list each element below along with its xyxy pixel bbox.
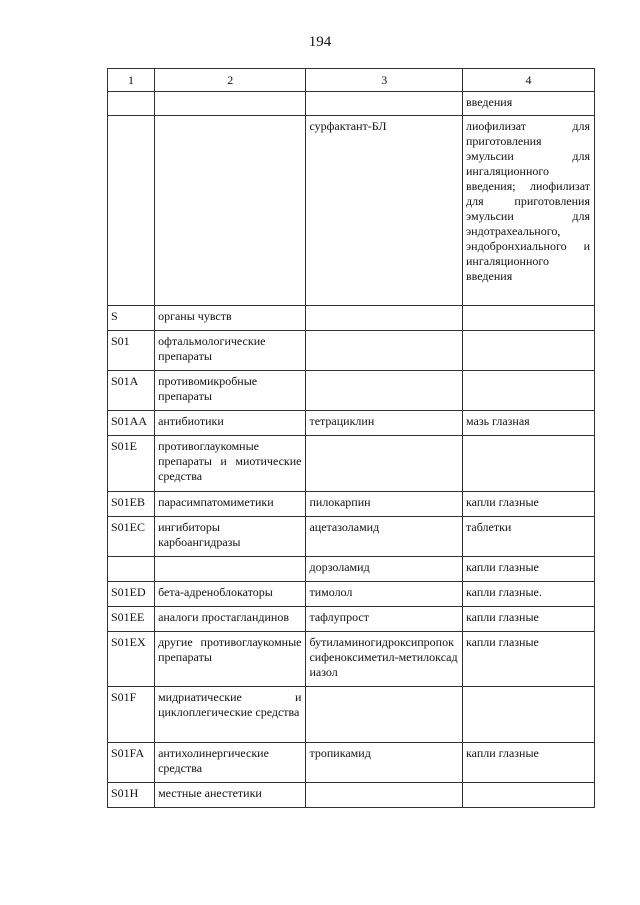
column-header-2: 2 — [155, 69, 306, 92]
group-name-cell — [155, 116, 306, 306]
drug-name-cell — [306, 436, 463, 492]
group-name-cell: парасимпатомиметики — [155, 492, 306, 517]
drug-name-cell: бутиламиногидроксипропоксифеноксиметил-метилоксадиазол — [306, 632, 463, 687]
dosage-form-cell: капли глазные — [463, 557, 595, 582]
group-name-cell — [155, 557, 306, 582]
atc-code-cell: S01F — [108, 687, 155, 743]
drug-name-cell — [306, 371, 463, 411]
dosage-form-cell — [463, 436, 595, 492]
drug-name-cell — [306, 331, 463, 371]
drug-name-cell — [306, 783, 463, 808]
drug-name-cell — [306, 92, 463, 116]
table-row — [108, 607, 595, 632]
atc-code-cell: S01E — [108, 436, 155, 492]
group-name-cell: местные анестетики — [155, 783, 306, 808]
drug-name-cell: тафлупрост — [306, 607, 463, 632]
drug-classification-table — [107, 68, 595, 808]
table-row — [108, 116, 595, 306]
table-row — [108, 371, 595, 411]
table-row — [108, 436, 595, 492]
dosage-form-cell: капли глазные. — [463, 582, 595, 607]
atc-code-cell: S — [108, 306, 155, 331]
table-header-row — [108, 69, 595, 92]
column-header-3: 3 — [306, 69, 463, 92]
group-name-cell: противомикробные препараты — [155, 371, 306, 411]
table-row — [108, 331, 595, 371]
dosage-form-cell — [463, 331, 595, 371]
group-name-cell: противоглаукомные препараты и миотические средства — [155, 436, 306, 492]
drug-name-cell: тимолол — [306, 582, 463, 607]
atc-code-cell: S01EX — [108, 632, 155, 687]
dosage-form-cell: таблетки — [463, 517, 595, 557]
table-row — [108, 557, 595, 582]
table-row — [108, 92, 595, 116]
drug-name-cell: дорзоламид — [306, 557, 463, 582]
drug-name-cell — [306, 687, 463, 743]
atc-code-cell: S01ED — [108, 582, 155, 607]
group-name-cell: бета-адреноблокаторы — [155, 582, 306, 607]
table-row — [108, 687, 595, 743]
dosage-form-cell — [463, 371, 595, 411]
table-row — [108, 743, 595, 783]
group-name-cell: мидриатические и циклоплегические средства — [155, 687, 306, 743]
atc-code-cell: S01 — [108, 331, 155, 371]
atc-code-cell: S01EE — [108, 607, 155, 632]
table-row — [108, 306, 595, 331]
dosage-form-cell — [463, 783, 595, 808]
atc-code-cell: S01FA — [108, 743, 155, 783]
table-row — [108, 517, 595, 557]
atc-code-cell: S01A — [108, 371, 155, 411]
group-name-cell: антихолинергические средства — [155, 743, 306, 783]
table-row — [108, 783, 595, 808]
dosage-form-cell: капли глазные — [463, 632, 595, 687]
group-name-cell: другие противоглаукомные препараты — [155, 632, 306, 687]
group-name-cell: офтальмологические препараты — [155, 331, 306, 371]
atc-code-cell: S01AA — [108, 411, 155, 436]
atc-code-cell: S01H — [108, 783, 155, 808]
table-row — [108, 582, 595, 607]
table-row — [108, 492, 595, 517]
group-name-cell: аналоги простагландинов — [155, 607, 306, 632]
atc-code-cell — [108, 92, 155, 116]
atc-code-cell — [108, 557, 155, 582]
table-body — [108, 92, 595, 808]
drug-name-cell: ацетазоламид — [306, 517, 463, 557]
atc-code-cell — [108, 116, 155, 306]
dosage-form-cell: капли глазные — [463, 743, 595, 783]
dosage-form-cell: мазь глазная — [463, 411, 595, 436]
dosage-form-cell: лиофилизат для приготовления эмульсии для ингаляционного введения; лиофилизат для приготовления эмульсии для эндотрахеального, эндобронхиального и ингаляционного введения — [463, 116, 595, 306]
dosage-form-cell — [463, 306, 595, 331]
atc-code-cell: S01EC — [108, 517, 155, 557]
page-number: 194 — [308, 34, 332, 50]
group-name-cell — [155, 92, 306, 116]
group-name-cell: ингибиторы карбоангидразы — [155, 517, 306, 557]
dosage-form-cell — [463, 687, 595, 743]
atc-code-cell: S01EB — [108, 492, 155, 517]
dosage-form-cell: капли глазные — [463, 607, 595, 632]
drug-name-cell: тетрациклин — [306, 411, 463, 436]
column-header-4: 4 — [463, 69, 595, 92]
column-header-1: 1 — [108, 69, 155, 92]
group-name-cell: антибиотики — [155, 411, 306, 436]
dosage-form-cell: введения — [463, 92, 595, 116]
drug-name-cell: пилокарпин — [306, 492, 463, 517]
dosage-form-cell: капли глазные — [463, 492, 595, 517]
drug-name-cell — [306, 306, 463, 331]
table-row — [108, 411, 595, 436]
group-name-cell: органы чувств — [155, 306, 306, 331]
drug-name-cell: тропикамид — [306, 743, 463, 783]
table-row — [108, 632, 595, 687]
drug-name-cell: сурфактант-БЛ — [306, 116, 463, 306]
